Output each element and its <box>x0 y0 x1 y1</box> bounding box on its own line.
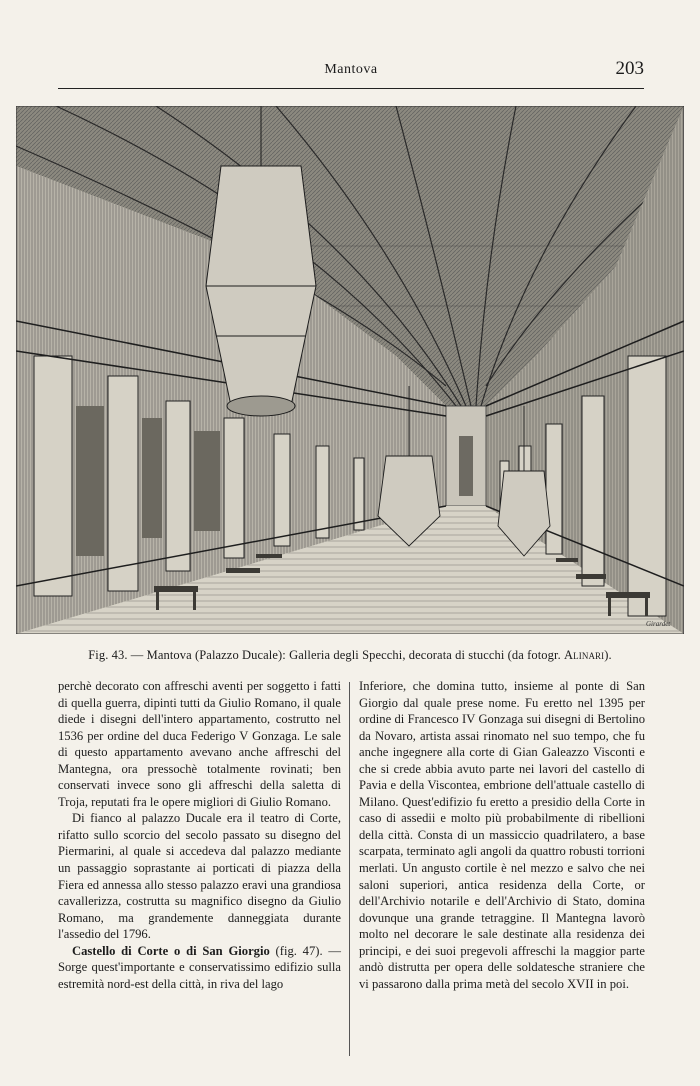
left-column <box>58 678 341 992</box>
running-head: Mantova <box>324 62 378 77</box>
left-paragraph-1: perchè decorato con affreschi aventi per soggetto i fatti di quella guerra, dipinti tutti da Giulio Romano, il quale diede i disegni dell'intero appartamento, costrutto nel 1536 per ordine del duca Federigo V Gonzaga. Le sale di questo appartamento avevano anche affreschi del Mantegna, ora pressochè totalmente rovinati; ben conservati invece sono gli affreschi della saletta di Troja, reputati fra le opere migliori di Giulio Romano. <box>58 679 341 809</box>
page-header <box>58 58 644 89</box>
caption-prefix: Fig. 43. — Mantova (Palazzo Ducale): Galleria degli Specchi, decorata di stucchi (da fotogr. <box>88 648 565 662</box>
left-paragraph-2: Di fianco al palazzo Ducale era il teatro di Corte, rifatto sullo scorcio del secolo passato su disegno del Piermarini, al quale si accedeva dal palazzo mediante un passaggio soprastante ai porticati di piazza della Fiera ed annessa allo stesso palazzo eravi una grandiosa cavallerizza, costrutta su magnifico disegno da Giulio Romano, ma grandemente danneggiata durante l'assedio del 1796. <box>58 811 341 942</box>
section-heading: Castello di Corte o di San Giorgio <box>72 943 270 958</box>
right-paragraph-1: Inferiore, che domina tutto, insieme al ponte di San Giorgio dal quale prese nome. Fu eretto nel 1395 per ordine di Francesco IV Gonzaga sui disegni di Bertolino da Novaro, artista assai rinomato nel suo tempo, che fu anche ingegnere alla corte di Gian Galeazzo Visconti e che si crede abbia avuto parte nei lavori del castello di Pavia e della Viscontea, embrione dell'attuale castello di Milano. Quest'edifizio fu eretto a presidio della Corte in caso di assedii e molto più probabilmente di ribellioni della città. Consta di un massiccio quadrilatero, a base scarpata, terminato agli angoli da quattro robusti torrioni merlati. Un angusto cortile è nel mezzo e salvo che nei saloni superiori, antica residenza della Corte, or dell'Archivio notarile e dell'Archivio di Stato, domina dovunque una grande tetraggine. Il Mantegna lavorò molto nel decorare le sale destinate alla residenza dei principi, e dei suoi pregevoli affreschi la maggior parte andò distrutta per opera delle soldatesche straniere che vi passarono dalla prima metà del secolo XVII in poi. <box>359 679 645 991</box>
caption-suffix: ). <box>604 648 612 662</box>
right-column <box>359 678 645 992</box>
engraver-signature: Girardet <box>646 620 671 628</box>
left-paragraph-3-body: Sorge quest'importante e conservatissimo edifizio sulla estremità nord-est della città, in riva del lago <box>58 960 341 991</box>
engraving-galleria-degli-specchi <box>16 106 684 634</box>
figure-reference: (fig. 47). — <box>269 943 341 958</box>
caption-credit: Alinari <box>564 648 605 662</box>
left-paragraph-3 <box>58 943 341 993</box>
page-number: 203 <box>615 58 644 79</box>
column-divider <box>349 682 350 1056</box>
figure-caption <box>30 648 670 663</box>
